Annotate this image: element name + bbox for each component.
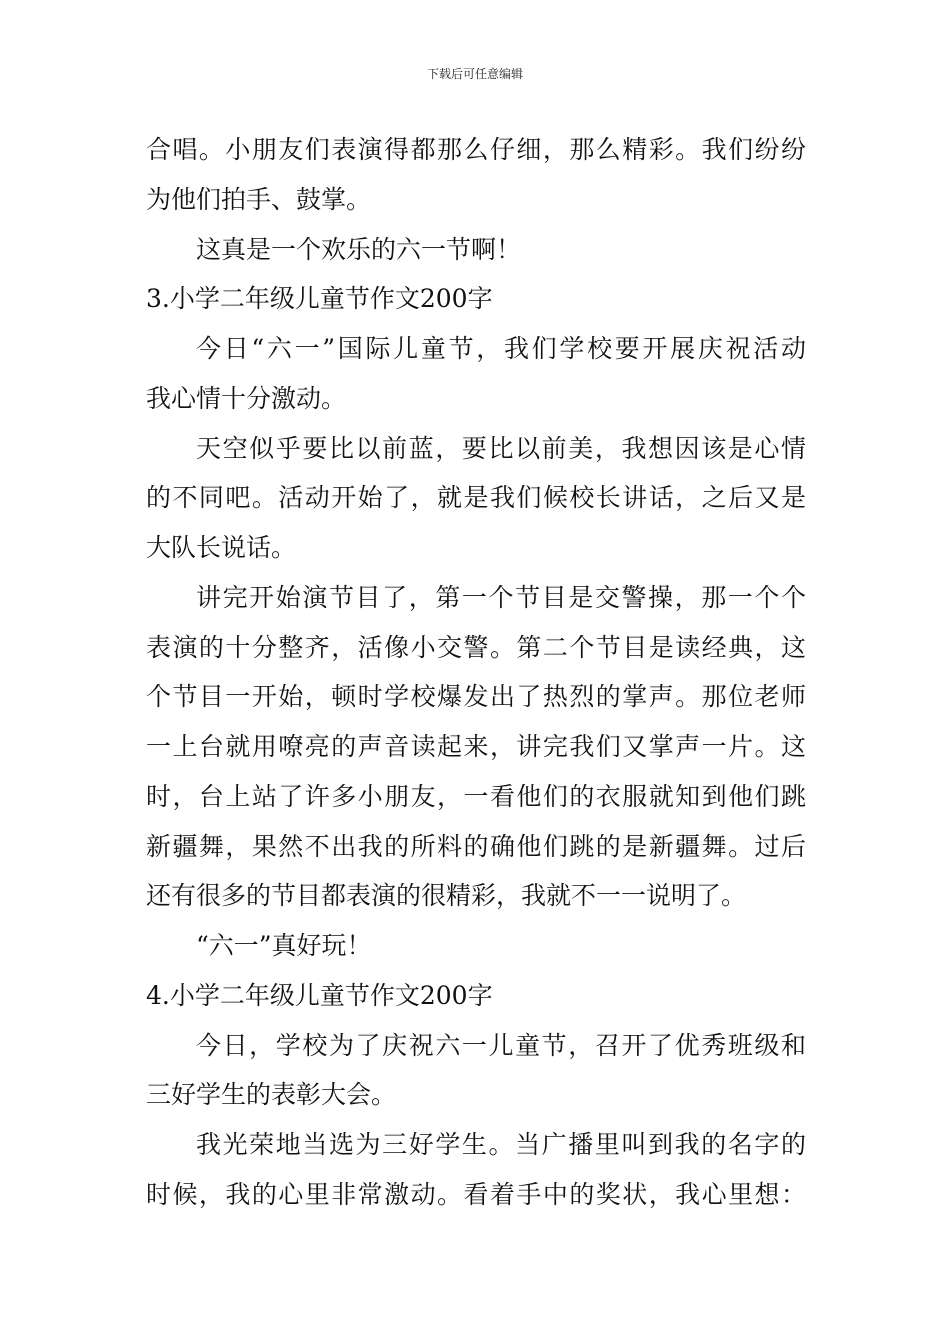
text-line: 的不同吧。活动开始了，就是我们候校长讲话，之后又是 [146,483,806,513]
text-line: 合唱。小朋友们表演得都那么仔细，那么精彩。我们纷纷 [146,135,806,164]
text-line: 表演的十分整齐，活像小交警。第二个节目是读经典，这 [146,632,806,662]
text-line: 今日，学校为了庆祝六一儿童节，召开了优秀班级和 [196,1030,806,1060]
text-line: 讲完开始演节目了，第一个节目是交警操，那一个个 [196,582,806,612]
text-line: 三好学生的表彰大会。 [146,1080,397,1110]
text-line: 时，台上站了许多小朋友，一看他们的衣服就知到他们跳 [146,781,806,811]
text-line: 我光荣地当选为三好学生。当广播里叫到我的名字的 [196,1130,806,1159]
text-line: 天空似乎要比以前蓝，要比以前美，我想因该是心情 [196,433,806,463]
text-line: 为他们拍手、鼓掌。 [146,184,372,214]
section-heading: 3.小学二年级儿童节作文200字 [146,284,493,314]
text-line: 时候，我的心里非常激动。看着手中的奖状，我心里想： [146,1179,806,1209]
text-line: 我心情十分激动。 [146,383,347,413]
text-line: 今日“六一”国际儿童节，我们学校要开展庆祝活动 [196,334,806,363]
text-line: 新疆舞，果然不出我的所料的确他们跳的是新疆舞。过后 [146,831,806,861]
text-line: 还有很多的节目都表演的很精彩，我就不一一说明了。 [146,881,747,911]
text-line: 一上台就用嘹亮的声音读起来，讲完我们又掌声一片。这 [146,732,806,761]
text-line: 大队长说话。 [146,533,297,562]
text-line: 个节目一开始，顿时学校爆发出了热烈的掌声。那位老师 [146,682,806,712]
section-heading: 4.小学二年级儿童节作文200字 [146,980,493,1010]
page-header: 下载后可任意编辑 [426,67,523,81]
text-line: “六一”真好玩！ [196,931,372,960]
document-body [146,125,806,1220]
text-line: 这真是一个欢乐的六一节啊！ [196,234,522,264]
